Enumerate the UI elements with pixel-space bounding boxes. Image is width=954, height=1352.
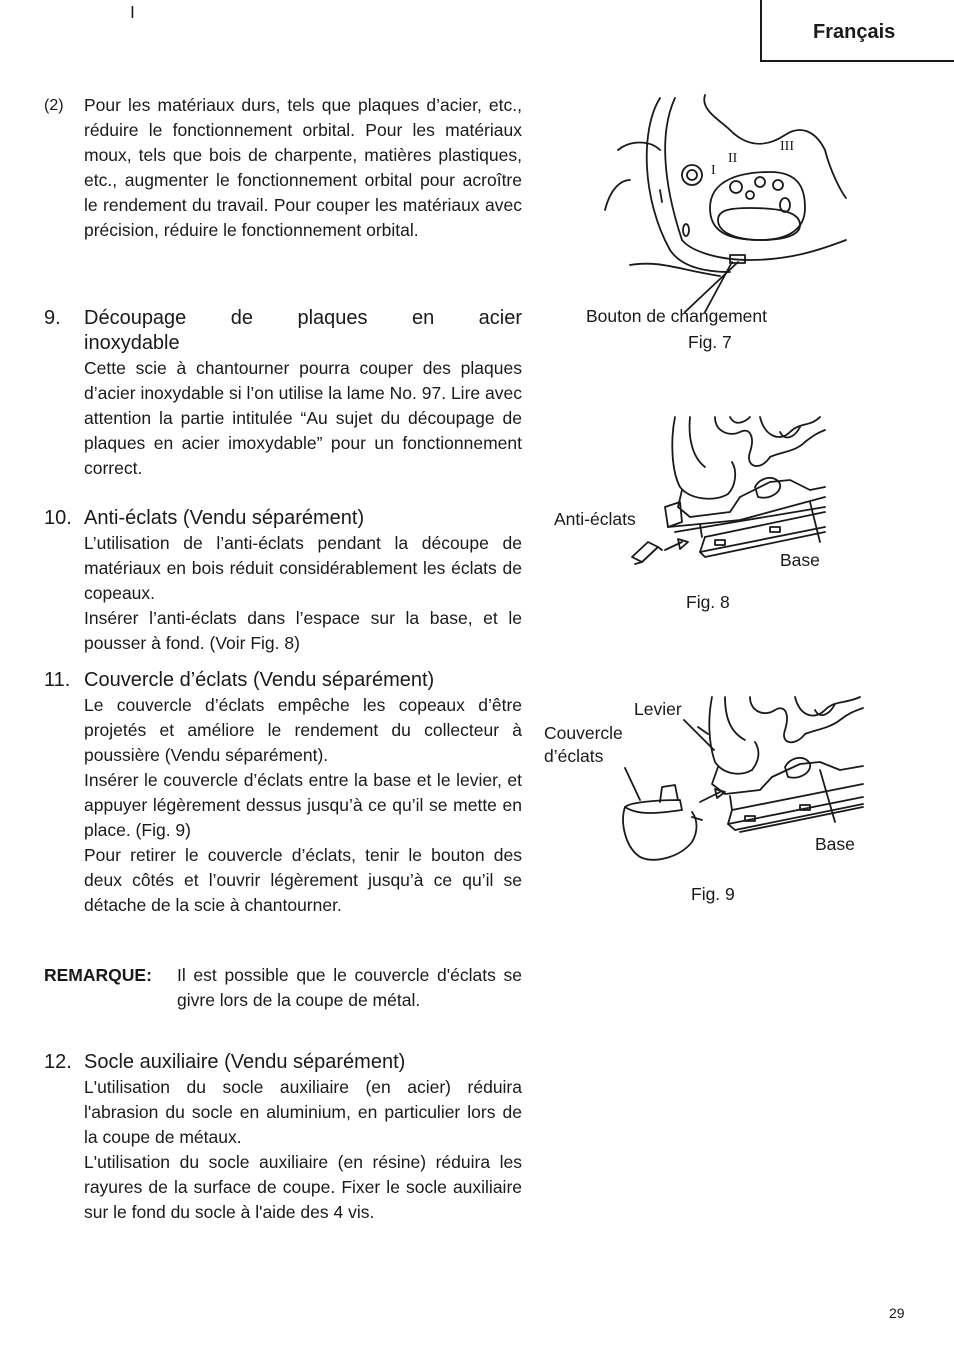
section-10-paragraph: Insérer l’anti-éclats dans l’espace sur la base, et le pousser à fond. (Voir Fig. 8) [84,608,522,653]
fig7-caption: Fig. 7 [688,332,732,352]
section-2-number: (2) [44,97,64,114]
section-10-paragraph: L’utilisation de l’anti-éclats pendant la découpe de matériaux en bois réduit considérablement les éclats de copeaux. [84,533,522,603]
language-label: Français [813,21,896,43]
note-label: REMARQUE [44,965,147,985]
note: REMARQUE: Il est possible que le couvercle d'éclats se givre lors de la coupe de métal. [44,963,522,1013]
section-2-text: Pour les matériaux durs, tels que plaques d’acier, etc., réduire le fonctionnement orbital. Pour les matériaux moux, tels que bois de charpente, matières plastiques, etc., augmenter le fonctionnement orbital pour acroître le rendement du travail. Pour couper les matériaux avec précision, réduire le fonctionnement orbital. [84,95,522,240]
fig8-caption: Fig. 8 [686,592,730,612]
fig7-mark-iii: III [780,139,794,154]
section-10-number: 10. [44,507,72,529]
fig9-callout-cover: Couvercle d’éclats [544,723,623,766]
section-9-number: 9. [44,307,61,329]
section-10-title: Anti-éclats (Vendu séparément) [84,507,365,529]
note-text: Il est possible que le couvercle d'éclats se givre lors de la coupe de métal. [177,965,522,1010]
fig7-callout: Bouton de changement [586,306,767,326]
section-11-paragraph: Le couvercle d’éclats empêche les copeaux d’être projetés et améliore le rendement du collecteur à poussière (Vendu séparément). [84,695,522,765]
section-12-title: Socle auxiliaire (Vendu séparément) [84,1051,406,1073]
page-number: 29 [889,1305,905,1321]
section-12-number: 12. [44,1051,72,1073]
fig8-callout-right: Base [780,550,820,570]
fig7-mark-i: I [711,163,716,178]
fig9-caption: Fig. 9 [691,884,735,904]
fig8-callout-left: Anti-éclats [554,509,636,529]
section-11-paragraph: Pour retirer le couvercle d’éclats, tenir le bouton des deux côtés et l’ouvrir légèrement jusqu’à ce qu’il se détache de la scie à chantourner. [84,845,522,915]
section-9-text: Cette scie à chantourner pourra couper des plaques d’acier inoxydable si l’on utilise la lame No. 97. Lire avec attention la partie intitulée “Au sujet du découpage de plaques en acier imoxydable” pour un fonctionnement correct. [84,358,522,478]
fig7-mark: I [130,2,135,22]
section-11-title: Couvercle d’éclats (Vendu séparément) [84,669,435,691]
section-9-title: Découpage de plaques en acier inoxydable [84,307,522,354]
section-12-paragraph: L'utilisation du socle auxiliaire (en résine) réduira les rayures de la surface de coupe. Fixer le socle auxiliaire sur le fond du socle à l'aide des 4 vis. [84,1152,522,1222]
fig7-mark-ii: II [728,151,738,166]
section-11-number: 11. [44,669,71,691]
fig9-callout-lever: Levier [634,699,682,719]
section-12-paragraph: L'utilisation du socle auxiliaire (en acier) réduira l'abrasion du socle en aluminium, en particulier lors de la coupe de métaux. [84,1077,522,1147]
section-11-paragraph: Insérer le couvercle d’éclats entre la base et le levier, et appuyer légèrement dessus jusqu’à ce qu’il se mette en place. (Fig. 9) [84,770,522,840]
fig9-callout-base: Base [815,834,855,854]
